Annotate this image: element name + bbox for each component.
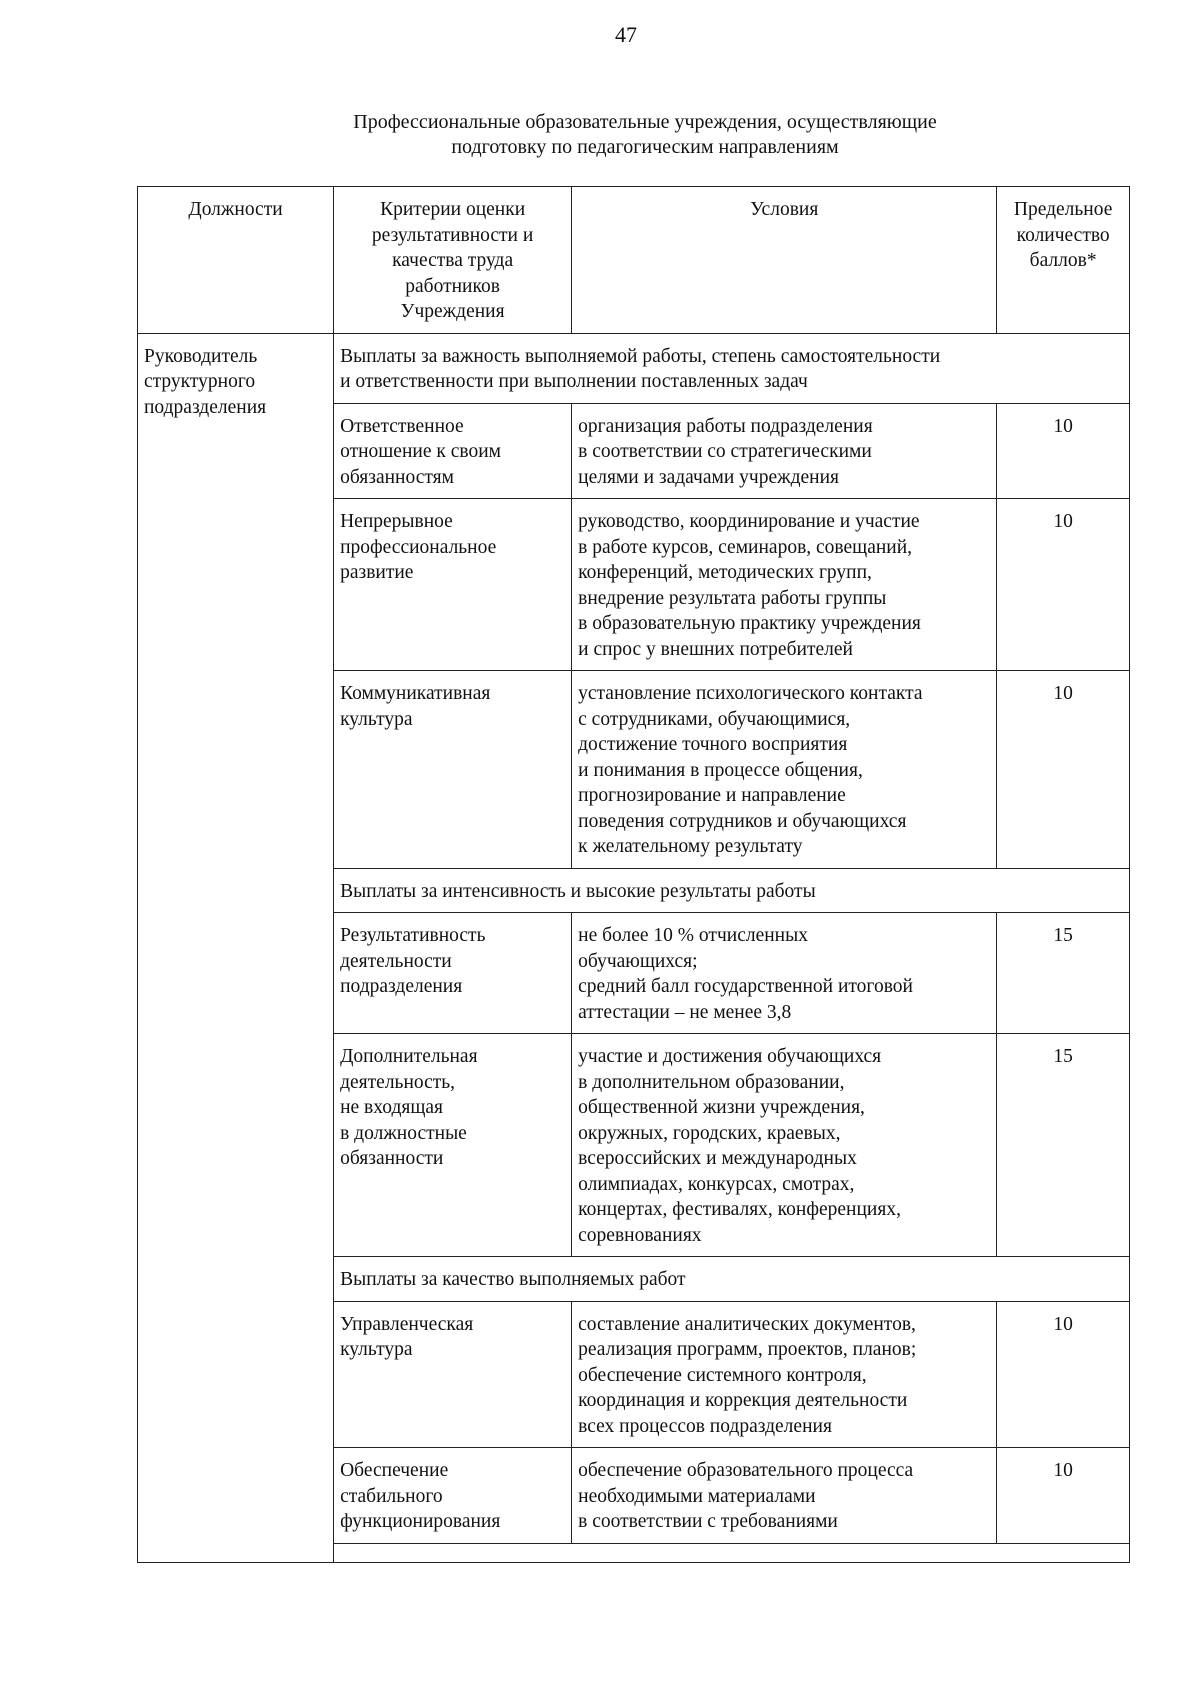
header-conditions: Условия [572,187,997,334]
points-cell: 10 [997,499,1130,671]
section-title: Выплаты за интенсивность и высокие результаты работы [334,868,1130,913]
condition-cell: не более 10 % отчисленных обучающихся; средний балл государственной итоговой аттестации – не менее 3,8 [572,913,997,1034]
points-cell: 10 [997,1448,1130,1544]
heading-line-1: Профессиональные образовательные учреждения, осуществляющие [353,111,937,133]
criterion-cell: Дополнительная деятельность, не входящая в должностные обязанности [334,1034,572,1257]
header-criteria: Критерии оценки результативности и качества труда работников Учреждения [334,187,572,334]
table-header-row [138,187,1130,334]
criterion-cell: Управленческая культура [334,1301,572,1448]
heading-line-2: подготовку по педагогическим направлениям [451,136,839,158]
condition-cell: организация работы подразделения в соответствии со стратегическими целями и задачами учреждения [572,403,997,499]
header-points: Предельное количество баллов* [997,187,1130,334]
page-number: 47 [615,22,637,47]
criterion-cell: Непрерывное профессиональное развитие [334,499,572,671]
criterion-cell: Коммуникативная культура [334,671,572,869]
document-heading [0,110,1200,160]
condition-cell: руководство, координирование и участие в работе курсов, семинаров, совещаний, конференций, методических групп, внедрение результата работы группы в образовательную практику учреждения и спрос у внешних потребителей [572,499,997,671]
condition-cell: обеспечение образовательного процесса необходимыми материалами в соответствии с требованиями [572,1448,997,1544]
points-cell: 10 [997,671,1130,869]
criterion-cell: Результативность деятельности подразделения [334,913,572,1034]
condition-cell: участие и достижения обучающихся в дополнительном образовании, общественной жизни учреждения, окружных, городских, краевых, всероссийских и международных олимпиадах, конкурсах, смотрах, концертах, фестивалях, конференциях, соревнованиях [572,1034,997,1257]
criterion-cell: Ответственное отношение к своим обязанностям [334,403,572,499]
points-cell: 15 [997,913,1130,1034]
criteria-table [137,186,1130,1563]
section-row [138,333,1130,403]
criterion-cell: Обеспечение стабильного функционирования [334,1448,572,1544]
table-bottom-edge [334,1543,1130,1562]
points-cell: 10 [997,1301,1130,1448]
position-cell: Руководитель структурного подразделения [138,333,334,1562]
section-title: Выплаты за важность выполняемой работы, степень самостоятельности и ответственности при выполнении поставленных задач [334,333,1130,403]
points-cell: 10 [997,403,1130,499]
condition-cell: составление аналитических документов, реализация программ, проектов, планов; обеспечение системного контроля, координация и коррекция деятельности всех процессов подразделения [572,1301,997,1448]
points-cell: 15 [997,1034,1130,1257]
condition-cell: установление психологического контакта с сотрудниками, обучающимися, достижение точного восприятия и понимания в процессе общения, прогнозирование и направление поведения сотрудников и обучающихся к желательному результату [572,671,997,869]
header-position: Должности [138,187,334,334]
section-title: Выплаты за качество выполняемых работ [334,1257,1130,1302]
